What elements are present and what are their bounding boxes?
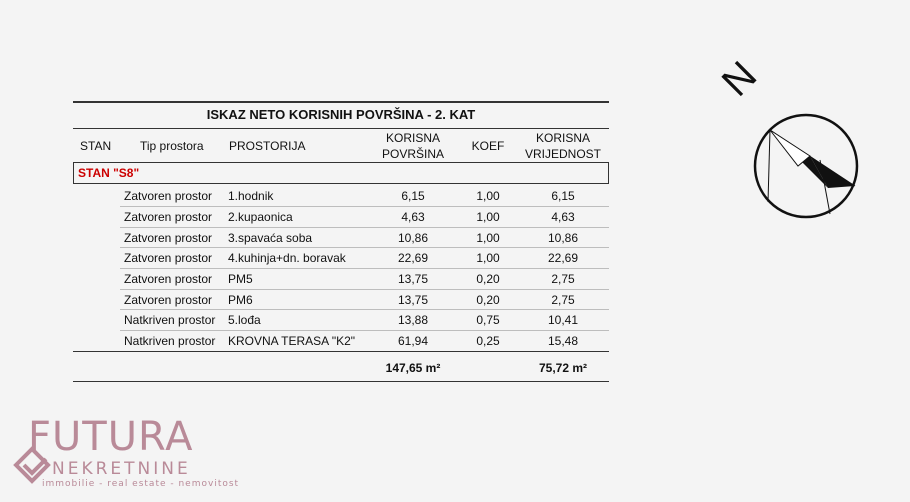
row-tip: Zatvoren prostor	[124, 189, 213, 203]
row-prostorija: PM6	[228, 293, 253, 307]
row-tip: Zatvoren prostor	[124, 272, 213, 286]
row-vrijednost: 2,75	[551, 293, 575, 307]
row-prostorija: 3.spavaća soba	[228, 231, 313, 245]
north-label: N	[713, 60, 766, 105]
row-divider	[120, 206, 609, 207]
north-arrow-icon	[700, 60, 870, 235]
row-tip: Zatvoren prostor	[124, 293, 213, 307]
row-prostorija: 1.hodnik	[228, 189, 274, 203]
compass-line	[768, 130, 770, 202]
row-divider	[120, 227, 609, 228]
top-rule	[73, 101, 609, 103]
row-divider	[120, 309, 609, 310]
row-vrijednost: 15,48	[547, 334, 579, 348]
row-vrijednost: 10,41	[547, 313, 579, 327]
row-vrijednost: 2,75	[551, 272, 575, 286]
bottom-rule	[73, 381, 609, 382]
row-prostorija: 4.kuhinja+dn. boravak	[228, 251, 346, 265]
row-povrsina: 13,75	[397, 272, 429, 286]
header-povrsina-2: POVRŠINA	[381, 147, 444, 161]
compass-graphic	[700, 60, 870, 230]
row-divider	[120, 268, 609, 269]
row-tip: Zatvoren prostor	[124, 251, 213, 265]
row-tip: Natkriven prostor	[124, 334, 216, 348]
row-koef: 1,00	[476, 251, 500, 265]
row-tip: Zatvoren prostor	[124, 231, 213, 245]
header-tip: Tip prostora	[140, 139, 204, 153]
row-povrsina: 10,86	[397, 231, 429, 245]
needle-light	[770, 130, 810, 166]
row-vrijednost: 22,69	[547, 251, 579, 265]
table-title: ISKAZ NETO KORISNIH POVRŠINA - 2. KAT	[206, 107, 476, 122]
row-divider	[120, 289, 609, 290]
header-koef: KOEF	[471, 139, 505, 153]
row-tip: Zatvoren prostor	[124, 210, 213, 224]
row-divider	[120, 330, 609, 331]
total-vrijednost: 75,72 m²	[538, 361, 588, 375]
row-prostorija: 5.lođa	[228, 313, 261, 327]
row-divider	[120, 247, 609, 248]
row-povrsina: 4,63	[401, 210, 425, 224]
row-vrijednost: 10,86	[547, 231, 579, 245]
row-povrsina: 6,15	[401, 189, 425, 203]
header-prostorija: PROSTORIJA	[229, 139, 306, 153]
header-vrijednost-1: KORISNA	[535, 131, 590, 145]
total-povrsina: 147,65 m²	[385, 361, 441, 375]
stan-label: STAN "S8"	[78, 166, 140, 180]
row-tip: Natkriven prostor	[124, 313, 216, 327]
row-koef: 1,00	[476, 210, 500, 224]
company-logo	[12, 415, 242, 495]
row-koef: 1,00	[476, 189, 500, 203]
header-povrsina-1: KORISNA	[385, 131, 440, 145]
header-stan: STAN	[80, 139, 112, 153]
row-vrijednost: 4,63	[551, 210, 575, 224]
stan-row	[73, 162, 609, 184]
rows-end-rule	[73, 351, 609, 352]
title-rule	[73, 128, 609, 129]
logo-sub-text: NEKRETNINE	[52, 459, 191, 479]
row-povrsina: 22,69	[397, 251, 429, 265]
row-povrsina: 13,75	[397, 293, 429, 307]
row-povrsina: 13,88	[397, 313, 429, 327]
logo-main-text: FUTURA	[28, 414, 194, 460]
row-povrsina: 61,94	[397, 334, 429, 348]
row-vrijednost: 6,15	[551, 189, 575, 203]
row-prostorija: KROVNA TERASA "K2"	[228, 334, 356, 348]
logo-tagline: immobilie - real estate - nemovitost	[42, 479, 240, 489]
row-prostorija: 2.kupaonica	[228, 210, 293, 224]
row-koef: 0,20	[476, 293, 500, 307]
row-prostorija: PM5	[228, 272, 253, 286]
row-koef: 0,25	[476, 334, 500, 348]
row-koef: 0,75	[476, 313, 500, 327]
row-koef: 0,20	[476, 272, 500, 286]
header-vrijednost-2: VRIJEDNOST	[524, 147, 601, 161]
row-koef: 1,00	[476, 231, 500, 245]
